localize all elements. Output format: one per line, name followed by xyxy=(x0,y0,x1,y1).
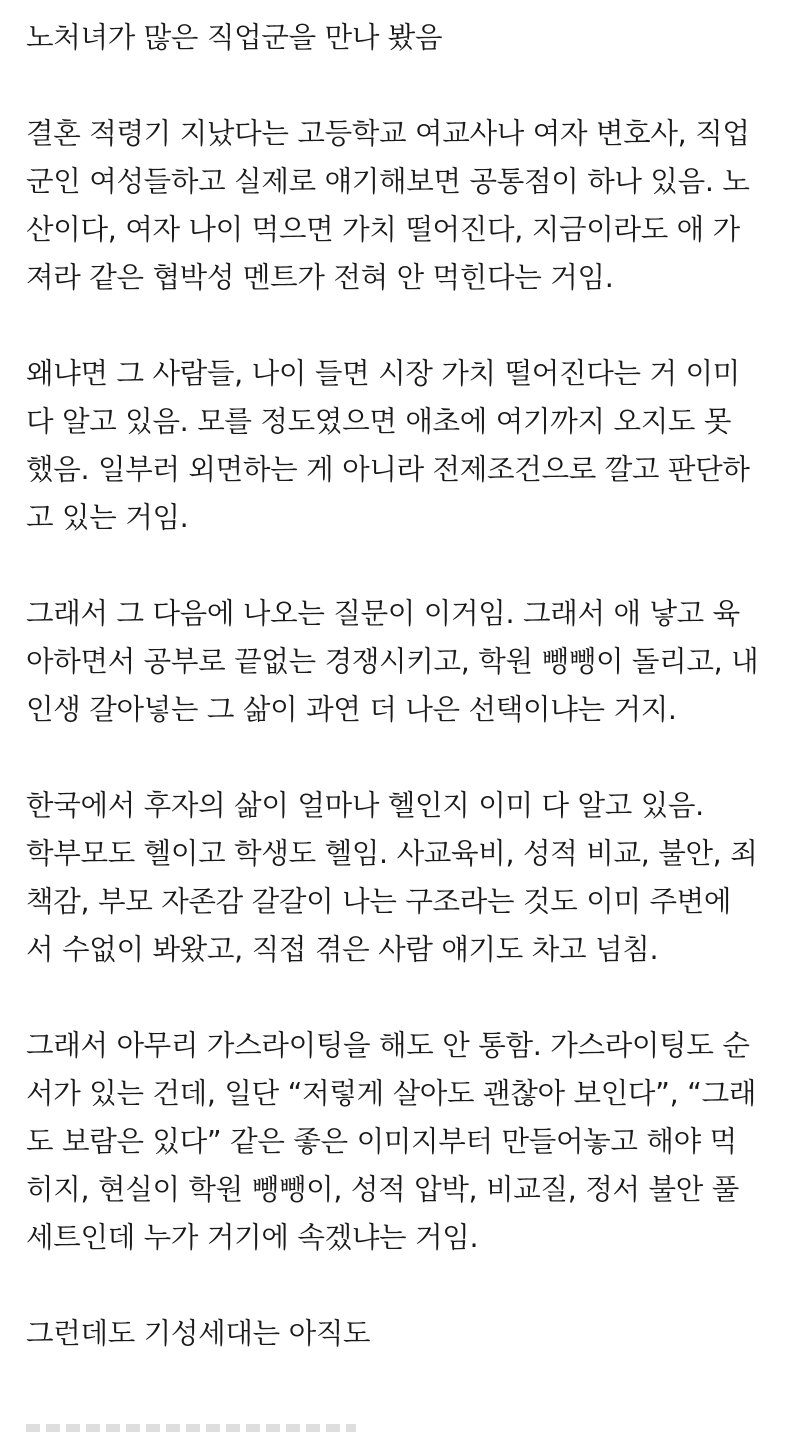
paragraph-3 xyxy=(26,590,766,734)
text-line: 그런데도 기성세대는 아직도 xyxy=(26,1317,371,1350)
text-line: 군인 여성들하고 실제로 얘기해보면 공통점이 하나 있음. 노 xyxy=(26,165,750,198)
text-line: 세트인데 누가 거기에 속겠냐는 거임. xyxy=(26,1221,479,1254)
cut-off-next-line xyxy=(26,1424,356,1432)
text-line: 서가 있는 건데, 일단 “저렇게 살아도 괜찮아 보인다”, “그래 xyxy=(26,1077,757,1110)
text-line: 책감, 부모 자존감 갈갈이 나는 구조라는 것도 이미 주변에 xyxy=(26,885,732,918)
text-line: 서 수없이 봐왔고, 직접 겪은 사람 얘기도 차고 넘침. xyxy=(26,933,659,966)
paragraph-5 xyxy=(26,1022,766,1262)
paragraph-1 xyxy=(26,110,766,302)
document-body xyxy=(26,14,766,1406)
text-line: 아하면서 공부로 끝없는 경쟁시키고, 학원 뺑뺑이 돌리고, 내 xyxy=(26,645,759,678)
text-line: 그래서 아무리 가스라이팅을 해도 안 통함. 가스라이팅도 순 xyxy=(26,1029,750,1062)
paragraph-6 xyxy=(26,1310,766,1358)
text-line: 왜냐면 그 사람들, 나이 들면 시장 가치 떨어진다는 거 이미 xyxy=(26,357,740,390)
text-line: 결혼 적령기 지났다는 고등학교 여교사나 여자 변호사, 직업 xyxy=(26,117,750,150)
text-line: 다 알고 있음. 모를 정도였으면 애초에 여기까지 오지도 못 xyxy=(26,405,732,438)
text-line: 산이다, 여자 나이 먹으면 가치 떨어진다, 지금이라도 애 가 xyxy=(26,213,740,246)
text-line: 했음. 일부러 외면하는 게 아니라 전제조건으로 깔고 판단하 xyxy=(26,453,750,486)
text-line: 학부모도 헬이고 학생도 헬임. 사교육비, 성적 비교, 불안, 죄 xyxy=(26,837,758,870)
title-paragraph xyxy=(26,14,766,62)
text-line: 한국에서 후자의 삶이 얼마나 헬인지 이미 다 알고 있음. xyxy=(26,789,704,822)
text-line: 고 있는 거임. xyxy=(26,501,189,534)
text-line: 그래서 그 다음에 나오는 질문이 이거임. 그래서 애 낳고 육 xyxy=(26,597,740,630)
post-title: 노처녀가 많은 직업군을 만나 봤음 xyxy=(26,21,443,54)
text-line: 도 보람은 있다” 같은 좋은 이미지부터 만들어놓고 해야 먹 xyxy=(26,1125,737,1158)
text-line: 인생 갈아넣는 그 삶이 과연 더 나은 선택이냐는 거지. xyxy=(26,693,677,726)
text-line: 져라 같은 협박성 멘트가 전혀 안 먹힌다는 거임. xyxy=(26,261,614,294)
paragraph-4 xyxy=(26,782,766,974)
text-line: 히지, 현실이 학원 뺑뺑이, 성적 압박, 비교질, 정서 불안 풀 xyxy=(26,1173,739,1206)
paragraph-2 xyxy=(26,350,766,542)
